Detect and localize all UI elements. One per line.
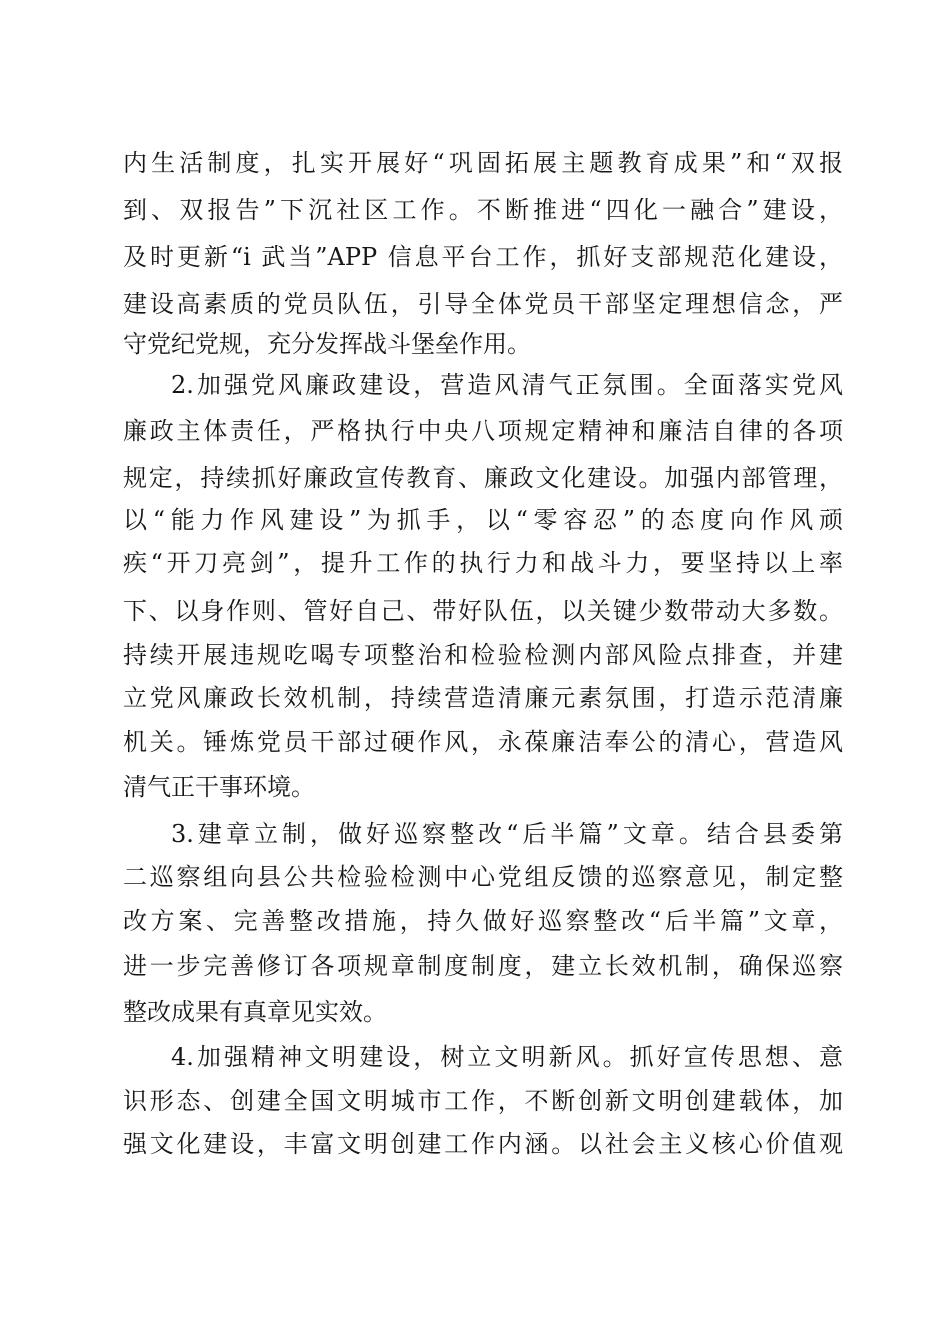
paragraph-heading-line: 2.加强党风廉政建设，营造风清气正氛围。全面落实党风 <box>171 371 843 399</box>
text-line: 强文化建设，丰富文明创建工作内涵。以社会主义核心价值观 <box>123 1130 843 1158</box>
text-line: 改方案、完善整改措施，持久做好巡察整改“后半篇”文章， <box>123 907 843 935</box>
text-line: 二巡察组向县公共检验检测中心党组反馈的巡察意见，制定整 <box>123 863 843 891</box>
text-line: 机关。锤炼党员干部过硬作风，永葆廉洁奉公的清心，营造风 <box>123 728 843 756</box>
text-line: 到、双报告”下沉社区工作。不断推进“四化一融合”建设， <box>123 196 843 224</box>
text-line: 清气正干事环境。 <box>123 773 315 801</box>
text-line: 廉政主体责任，严格执行中央八项规定精神和廉洁自律的各项 <box>123 417 843 445</box>
text-line: 内生活制度，扎实开展好“巩固拓展主题教育成果”和“双报 <box>123 149 843 177</box>
text-line: 进一步完善修订各项规章制度制度，建立长效机制，确保巡察 <box>123 952 843 980</box>
text-line: 建设高素质的党员队伍，引导全体党员干部坚定理想信念，严 <box>123 290 843 318</box>
text-line: 疾“开刀亮剑”，提升工作的执行力和战斗力，要坚持以上率 <box>123 549 843 577</box>
text-line: 立党风廉政长效机制，持续营造清廉元素氛围，打造示范清廉 <box>123 684 843 712</box>
paragraph-heading-line: 3.建章立制，做好巡察整改“后半篇”文章。结合县委第 <box>171 820 843 848</box>
text-line: 以“能力作风建设”为抓手，以“零容忍”的态度向作风顽 <box>123 506 843 534</box>
text-line: 识形态、创建全国文明城市工作，不断创新文明创建载体，加 <box>123 1087 843 1115</box>
text-line: 下、以身作则、管好自己、带好队伍，以关键少数带动大多数。 <box>123 597 843 625</box>
text-line: 规定，持续抓好廉政宣传教育、廉政文化建设。加强内部管理， <box>123 464 843 492</box>
text-line: 及时更新“i 武当”APP 信息平台工作，抓好支部规范化建设， <box>123 243 843 271</box>
text-line: 持续开展违规吃喝专项整治和检验检测内部风险点排查，并建 <box>123 641 843 669</box>
text-line: 整改成果有真章见实效。 <box>123 998 387 1026</box>
text-line: 守党纪党规，充分发挥战斗堡垒作用。 <box>123 330 531 358</box>
paragraph-heading-line: 4.加强精神文明建设，树立文明新风。抓好宣传思想、意 <box>171 1043 843 1071</box>
